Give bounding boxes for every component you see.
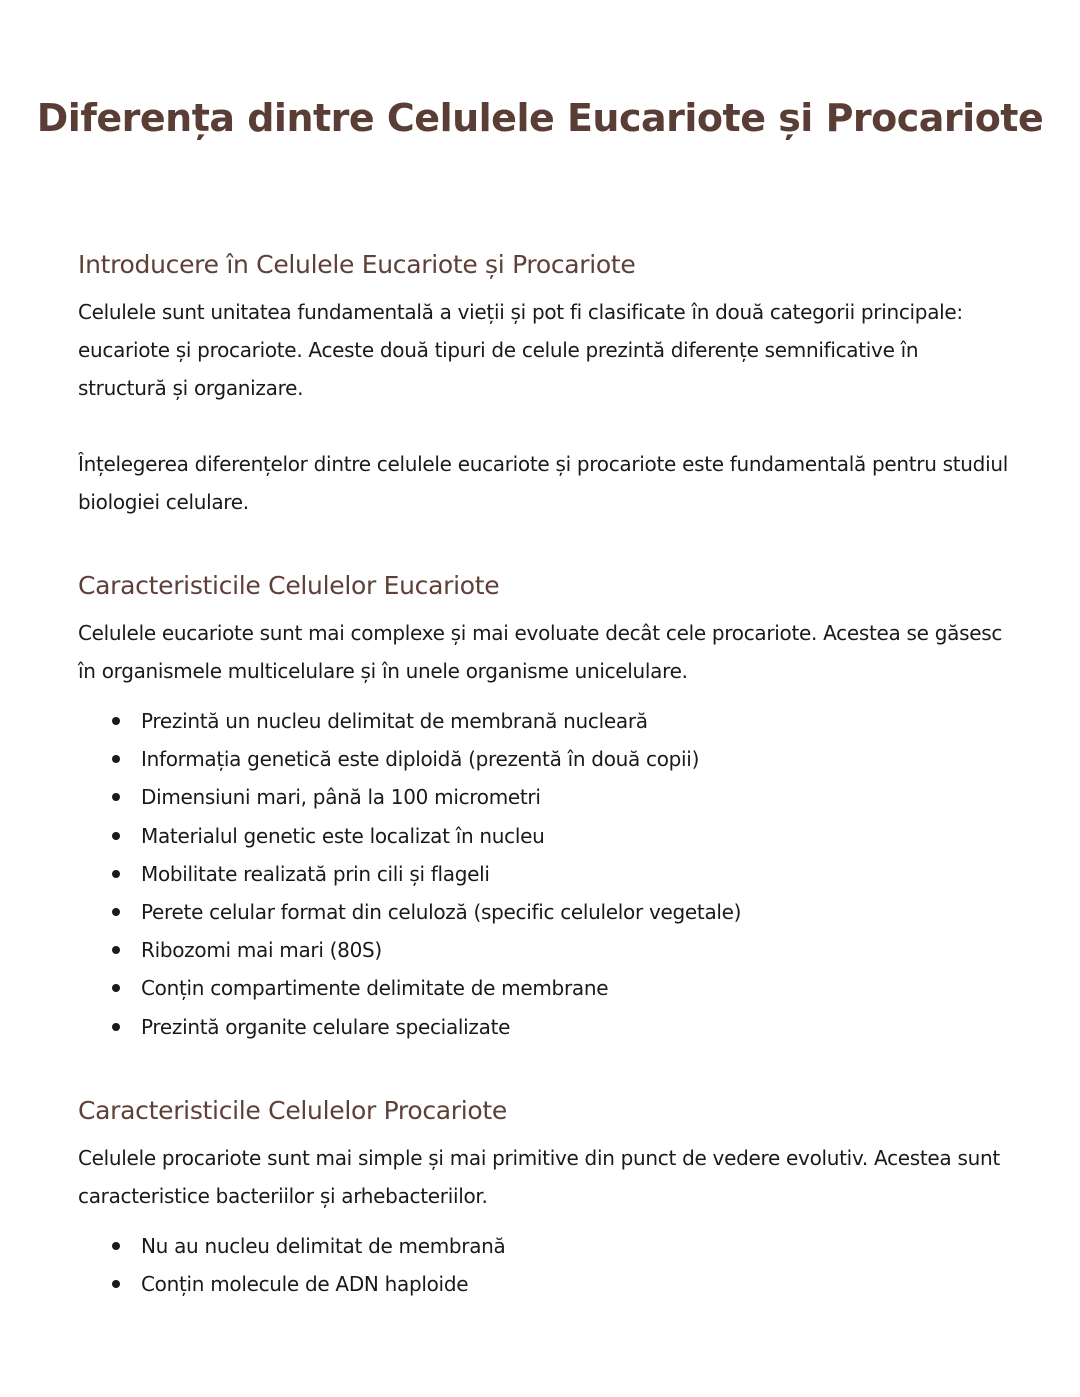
list-item-text: Conțin molecule de ADN haploide (141, 1272, 469, 1297)
bullet-list (78, 702, 1008, 1046)
list-item-text: Prezintă un nucleu delimitat de membrană nucleară (141, 709, 648, 733)
bullet-icon (112, 793, 120, 801)
page-title: Diferența dintre Celulele Eucariote și Procariote (36, 96, 1044, 140)
list-item-text: Conțin compartimente delimitate de membrane (141, 976, 609, 1001)
bullet-icon (112, 946, 120, 954)
bullet-icon (112, 984, 120, 992)
list-item (112, 778, 1008, 816)
list-item-text: Materialul genetic este localizat în nucleu (141, 823, 545, 848)
list-item (112, 931, 1008, 969)
bullet-list (78, 1227, 1008, 1303)
document-body (78, 250, 1008, 1303)
section-heading: Introducere în Celulele Eucariote și Procariote (78, 250, 636, 279)
list-item (112, 1265, 1008, 1303)
list-item-text: Perete celular format din celuloză (specific celulelor vegetale) (141, 900, 742, 925)
list-item-text: Informația genetică este diploidă (prezentă în două copii) (141, 747, 700, 772)
section-prokaryotic (78, 1096, 1008, 1303)
section-heading: Caracteristicile Celulelor Eucariote (78, 571, 500, 600)
list-item-text: Ribozomi mai mari (80S) (141, 938, 382, 963)
bullet-icon (112, 1242, 120, 1250)
list-item (112, 969, 1008, 1007)
list-item-text: Dimensiuni mari, până la 100 micrometri (141, 785, 541, 810)
list-item-text: Prezintă organite celulare specializate (141, 1014, 511, 1039)
bullet-icon (112, 870, 120, 878)
list-item (112, 1227, 1008, 1265)
list-item (112, 817, 1008, 855)
bullet-icon (112, 755, 120, 763)
list-item-text: Mobilitate realizată prin cili și flageli (141, 861, 490, 886)
bullet-icon (112, 832, 120, 840)
list-item (112, 1008, 1008, 1046)
paragraph: Celulele eucariote sunt mai complexe și mai evoluate decât cele procariote. Acestea se găsesc în organismele multicelulare și în unele organisme unicelulare. (78, 621, 1003, 683)
paragraph: Celulele sunt unitatea fundamentală a vieții și pot fi clasificate în două categorii principale: eucariote și procariote. Aceste două tipuri de celule prezintă diferențe semnificative în structură și organizare. (78, 300, 963, 400)
list-item (112, 702, 1008, 740)
bullet-icon (112, 717, 120, 725)
list-item-text: Nu au nucleu delimitat de membrană (141, 1233, 506, 1258)
paragraph: Înțelegerea diferențelor dintre celulele eucariote și procariote este fundamentală pentru studiul biologiei celulare. (78, 452, 1008, 514)
paragraph: Celulele procariote sunt mai simple și mai primitive din punct de vedere evolutiv. Acestea sunt caracteristice bacteriilor și arhebacteriilor. (78, 1145, 1000, 1208)
list-item (112, 740, 1008, 778)
section-introduction (78, 250, 1008, 521)
section-eukaryotic (78, 571, 1008, 1046)
bullet-icon (112, 1280, 120, 1288)
bullet-icon (112, 1023, 120, 1031)
list-item (112, 855, 1008, 893)
list-item (112, 893, 1008, 931)
section-heading: Caracteristicile Celulelor Procariote (78, 1095, 508, 1125)
bullet-icon (112, 908, 120, 916)
